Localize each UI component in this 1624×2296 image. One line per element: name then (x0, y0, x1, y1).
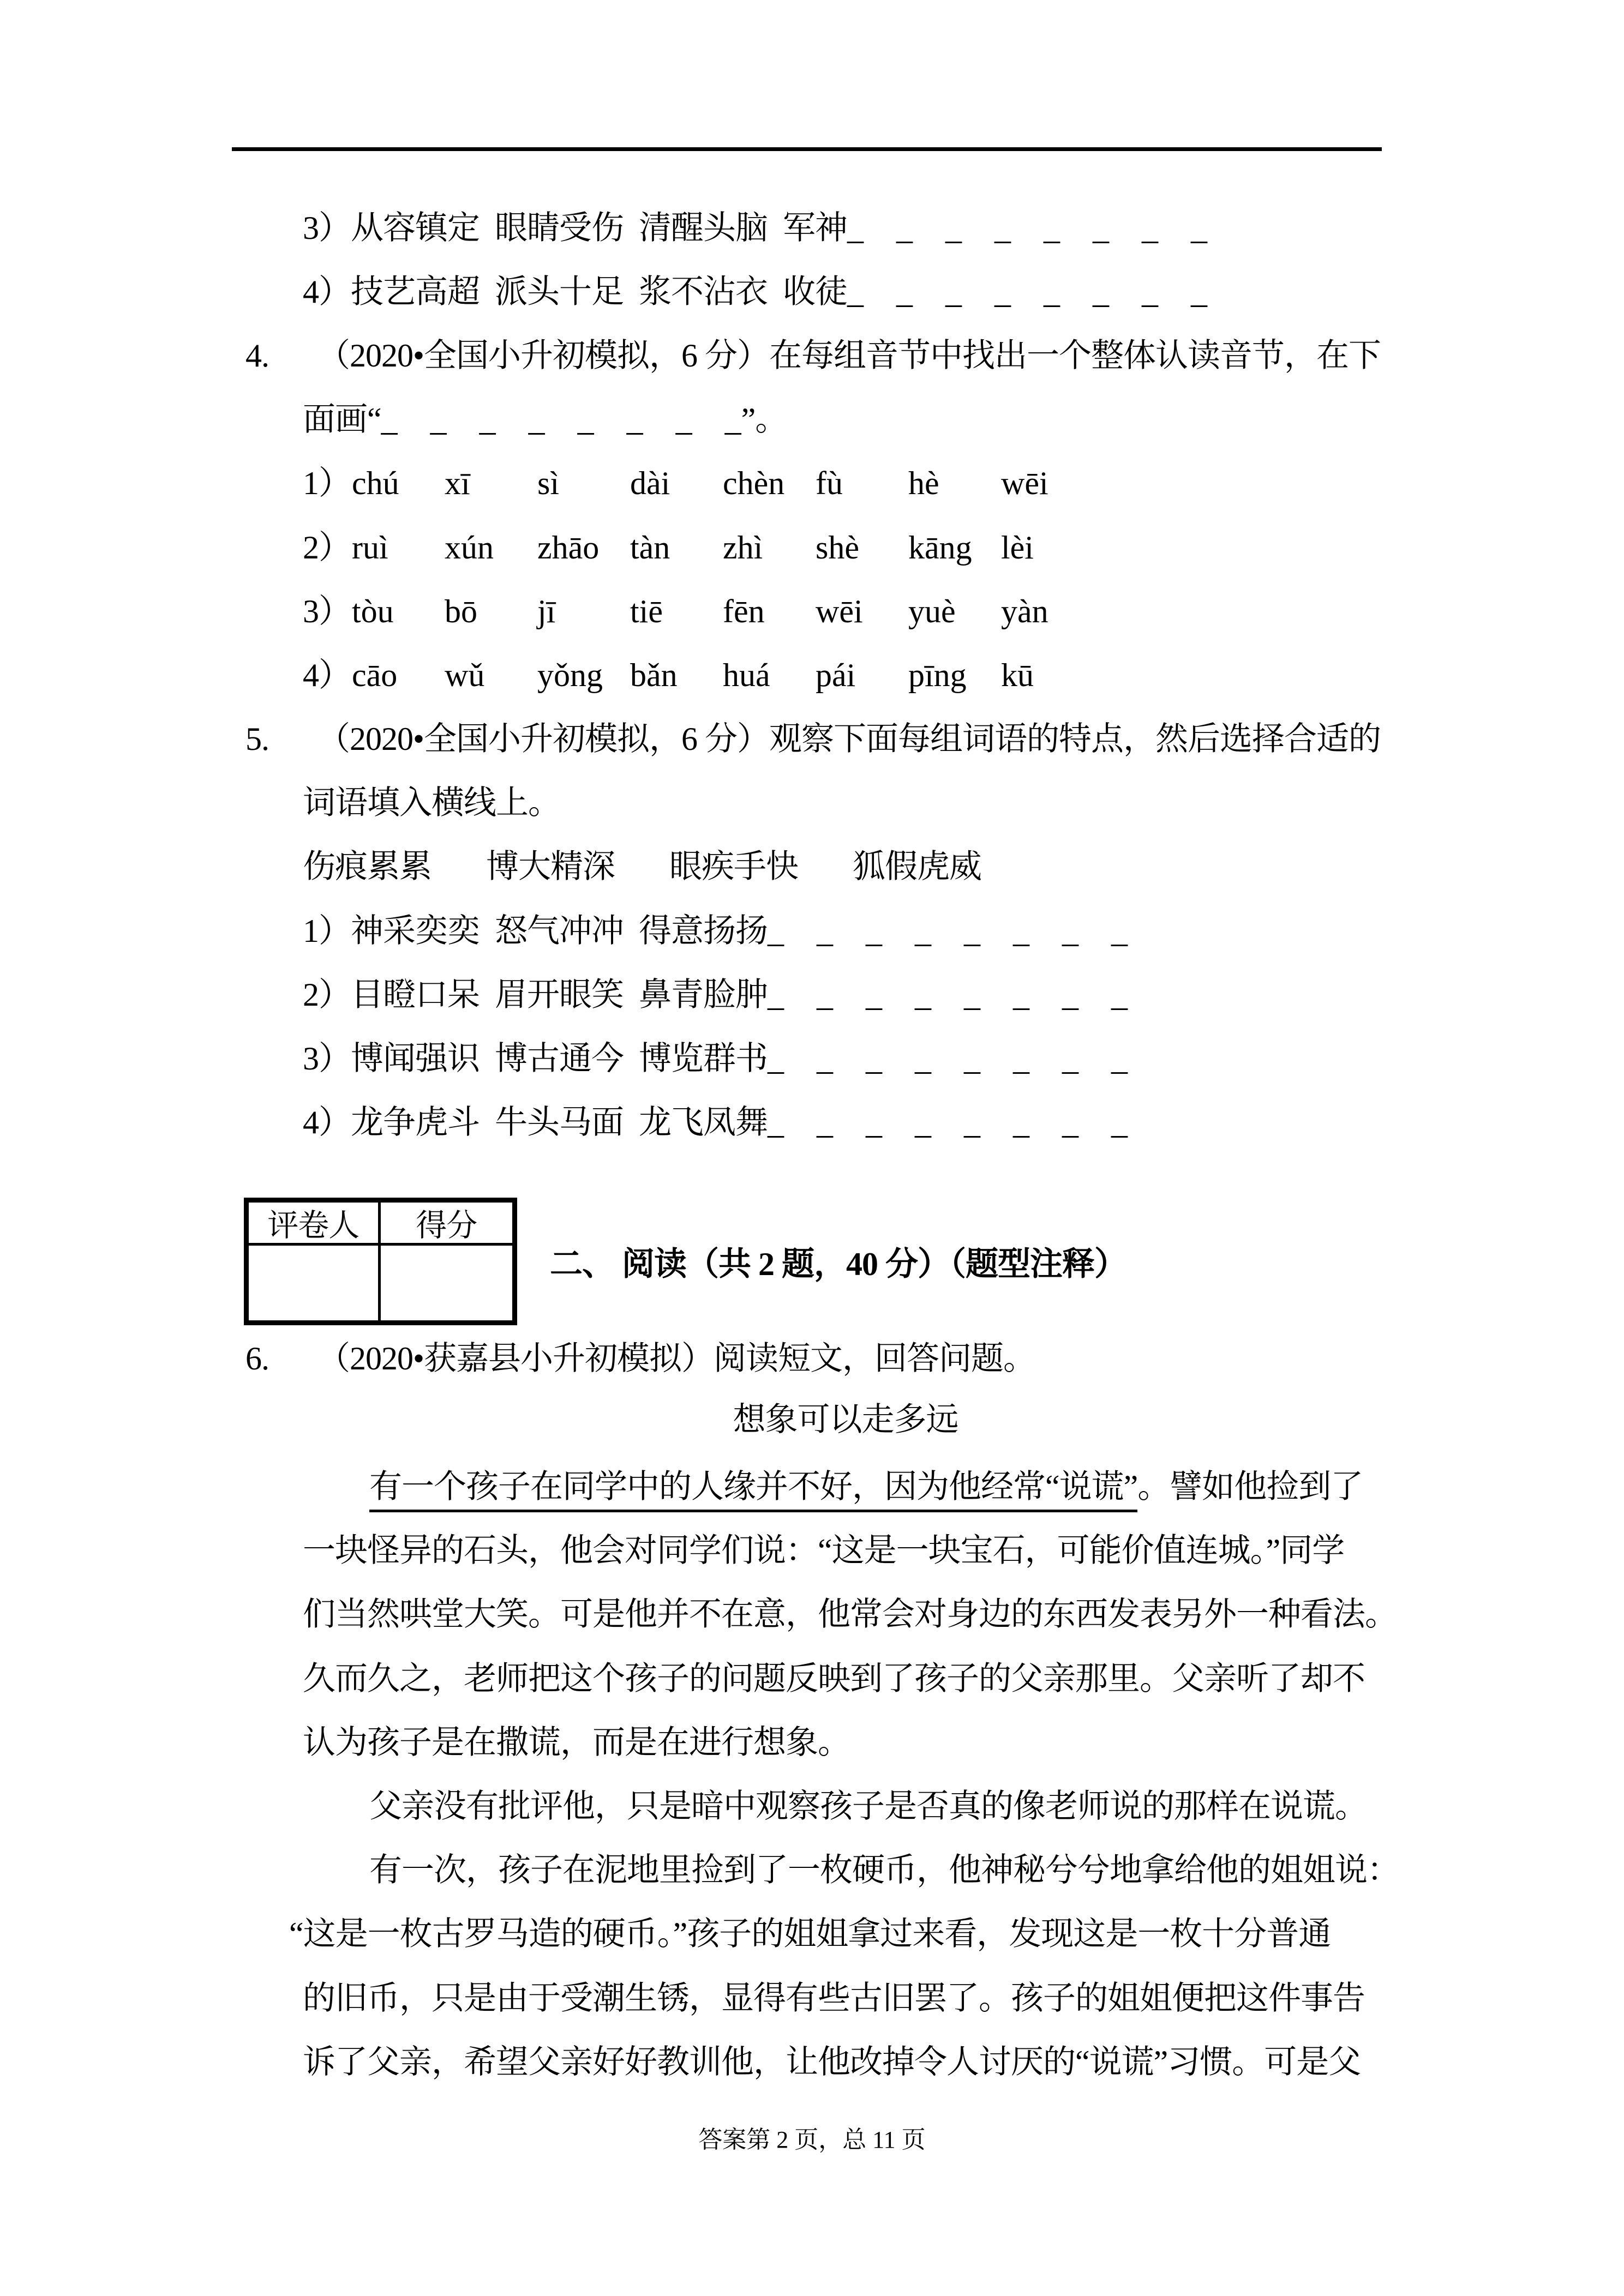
passage-text: 。譬如他捡到了 (1137, 1469, 1363, 1505)
passage-text: 认为孩子是在撒谎，而是在进行想象。 (303, 1724, 850, 1760)
pinyin-syllable: bō (445, 593, 477, 629)
pinyin-syllable: fēn (723, 593, 765, 629)
row-number: 3） (303, 593, 351, 629)
score-empty-cell (381, 1246, 513, 1320)
row-words: 博闻强识 博古通今 博览群书 (351, 1041, 768, 1077)
word-bank-item: 眼疾手快 (669, 849, 798, 885)
answer-blank: _ _ _ _ _ _ _ _ (768, 1104, 1128, 1140)
question-text: 词语填入横线上。 (303, 785, 560, 821)
row-number: 1） (303, 913, 351, 949)
answer-blank: _ _ _ _ _ _ _ _ (768, 1041, 1128, 1077)
pinyin-syllable: huá (723, 657, 770, 693)
question-6-header (245, 1333, 1035, 1384)
word-row-1 (303, 906, 1128, 956)
question-4-header (245, 330, 1381, 381)
pinyin-syllable: shè (816, 530, 859, 566)
question-text: （2020•全国小升初模拟，6 分）观察下面每组词语的特点，然后选择合适的 (317, 721, 1381, 757)
answer-blank: _ _ _ _ _ _ _ _ (847, 210, 1207, 246)
grader-score-table (244, 1198, 517, 1325)
item-number: 4） (303, 274, 351, 310)
answer-blank: _ _ _ _ _ _ _ _ (768, 913, 1128, 949)
row-number: 4） (303, 1104, 351, 1140)
pinyin-syllable: ruì (352, 530, 388, 566)
row-number: 4） (303, 657, 351, 693)
word-row-2 (303, 970, 1128, 1020)
passage-text: 久而久之，老师把这个孩子的问题反映到了孩子的父亲那里。父亲听了却不 (303, 1661, 1365, 1697)
pinyin-syllable: xī (445, 465, 470, 501)
passage-line-4 (303, 1654, 1365, 1704)
pinyin-syllable: kāng (908, 530, 972, 566)
pinyin-syllable: tiē (630, 593, 663, 629)
section-2-heading (550, 1239, 1126, 1289)
question-5-header-line2 (303, 778, 560, 828)
exam-item-3 (303, 203, 1207, 253)
word-row-4 (303, 1097, 1128, 1147)
page-footer: 答案第 2 页，总 11 页 (698, 2126, 926, 2153)
row-number: 2） (303, 530, 351, 566)
question-text: （2020•获嘉县小升初模拟）阅读短文，回答问题。 (317, 1341, 1036, 1377)
pinyin-syllable: tòu (352, 593, 394, 629)
pinyin-syllable: zhāo (537, 530, 600, 566)
row-words: 龙争虎斗 牛头马面 龙飞凤舞 (351, 1104, 768, 1140)
question-text: ”。 (741, 401, 788, 437)
word-row-3 (303, 1033, 1128, 1084)
grader-empty-cell (249, 1246, 381, 1320)
passage-text: 一块怪异的石头，他会对同学们说：“这是一块宝石，可能价值连城。”同学 (303, 1532, 1345, 1568)
question-text: （2020•全国小升初模拟，6 分）在每组音节中找出一个整体认读音节，在下 (317, 338, 1381, 374)
passage-line-9 (303, 1973, 1365, 2023)
passage-title: 想象可以走多远 (733, 1402, 958, 1438)
top-horizontal-rule (232, 147, 1382, 151)
question-number: 5. (245, 721, 269, 757)
pinyin-syllable: jī (537, 593, 556, 629)
word-bank-item: 伤痕累累 (303, 849, 432, 885)
underlined-sentence: 有一个孩子在同学中的人缘并不好，因为他经常“说谎” (369, 1469, 1137, 1512)
row-number: 3） (303, 1041, 351, 1077)
question-4-header-line2 (303, 394, 787, 444)
pinyin-syllable: bǎn (630, 657, 678, 693)
exam-item-4 (303, 267, 1207, 317)
passage-line-8 (289, 1909, 1331, 1959)
question-number: 6. (245, 1341, 269, 1377)
pinyin-syllable: wēi (1001, 465, 1048, 501)
row-words: 目瞪口呆 眉开眼笑 鼻青脸肿 (351, 977, 768, 1013)
pinyin-syllable: wēi (816, 593, 863, 629)
passage-line-1 (303, 1462, 1363, 1512)
passage-text: 诉了父亲，希望父亲好好教训他，让他改掉令人讨厌的“说谎”习惯。可是父 (303, 2044, 1361, 2080)
pinyin-syllable: kū (1001, 657, 1034, 693)
pinyin-row-4 (303, 650, 1094, 700)
pinyin-syllable: sì (537, 465, 560, 501)
passage-line-7 (303, 1845, 1399, 1895)
pinyin-syllable: fù (816, 465, 843, 501)
passage-line-2 (303, 1525, 1344, 1576)
pinyin-syllable: cāo (352, 657, 398, 693)
answer-blank: _ _ _ _ _ _ _ _ (381, 401, 741, 437)
word-bank-item: 狐假虎威 (853, 849, 981, 885)
pinyin-syllable: pái (816, 657, 856, 693)
answer-blank: _ _ _ _ _ _ _ _ (847, 274, 1207, 310)
pinyin-syllable: yǒng (537, 657, 603, 693)
passage-line-10 (303, 2037, 1361, 2087)
score-label-cell: 得分 (381, 1203, 513, 1246)
item-words: 技艺高超 派头十足 浆不沾衣 收徒 (351, 274, 847, 310)
question-number: 4. (245, 338, 269, 374)
passage-text: “这是一枚古罗马造的硬币。”孩子的姐姐拿过来看，发现这是一枚十分普通 (289, 1916, 1331, 1952)
pinyin-syllable: zhì (723, 530, 763, 566)
pinyin-row-2 (303, 522, 1094, 573)
passage-line-3 (303, 1589, 1397, 1639)
passage-line-5 (303, 1717, 850, 1768)
passage-text: 的旧币，只是由于受潮生锈，显得有些古旧罢了。孩子的姐姐便把这件事告 (303, 1980, 1365, 2016)
section-title: 二、 阅读（共 2 题，40 分）（题型注释） (550, 1246, 1126, 1282)
passage-text: 有一次，孩子在泥地里捡到了一枚硬币，他神秘兮兮地拿给他的姐姐说： (369, 1852, 1399, 1888)
item-words: 从容镇定 眼睛受伤 清醒头脑 军神 (351, 210, 847, 246)
pinyin-row-1 (303, 458, 1094, 508)
word-bank-item: 博大精深 (486, 849, 615, 885)
answer-blank: _ _ _ _ _ _ _ _ (768, 977, 1128, 1013)
pinyin-syllable: dài (630, 465, 670, 501)
pinyin-syllable: lèi (1001, 530, 1034, 566)
pinyin-syllable: pīng (908, 657, 967, 693)
item-number: 3） (303, 210, 351, 246)
pinyin-syllable: chú (352, 465, 399, 501)
passage-text: 父亲没有批评他，只是暗中观察孩子是否真的像老师说的那样在说谎。 (369, 1788, 1367, 1824)
pinyin-syllable: wǔ (445, 657, 485, 693)
row-number: 2） (303, 977, 351, 1013)
pinyin-syllable: yuè (908, 593, 956, 629)
passage-line-6 (303, 1781, 1367, 1831)
pinyin-row-3 (303, 586, 1094, 636)
row-words: 神采奕奕 怒气冲冲 得意扬扬 (351, 913, 768, 949)
pinyin-syllable: chèn (723, 465, 785, 501)
pinyin-syllable: hè (908, 465, 939, 501)
question-text: 面画“ (303, 401, 381, 437)
passage-text: 们当然哄堂大笑。可是他并不在意，他常会对身边的东西发表另外一种看法。 (303, 1596, 1397, 1632)
pinyin-syllable: yàn (1001, 593, 1048, 629)
pinyin-syllable: tàn (630, 530, 670, 566)
grader-label-cell: 评卷人 (249, 1203, 381, 1246)
question-5-header (245, 714, 1381, 764)
word-bank (303, 842, 1036, 892)
row-number: 1） (303, 465, 351, 501)
pinyin-syllable: xún (445, 530, 494, 566)
